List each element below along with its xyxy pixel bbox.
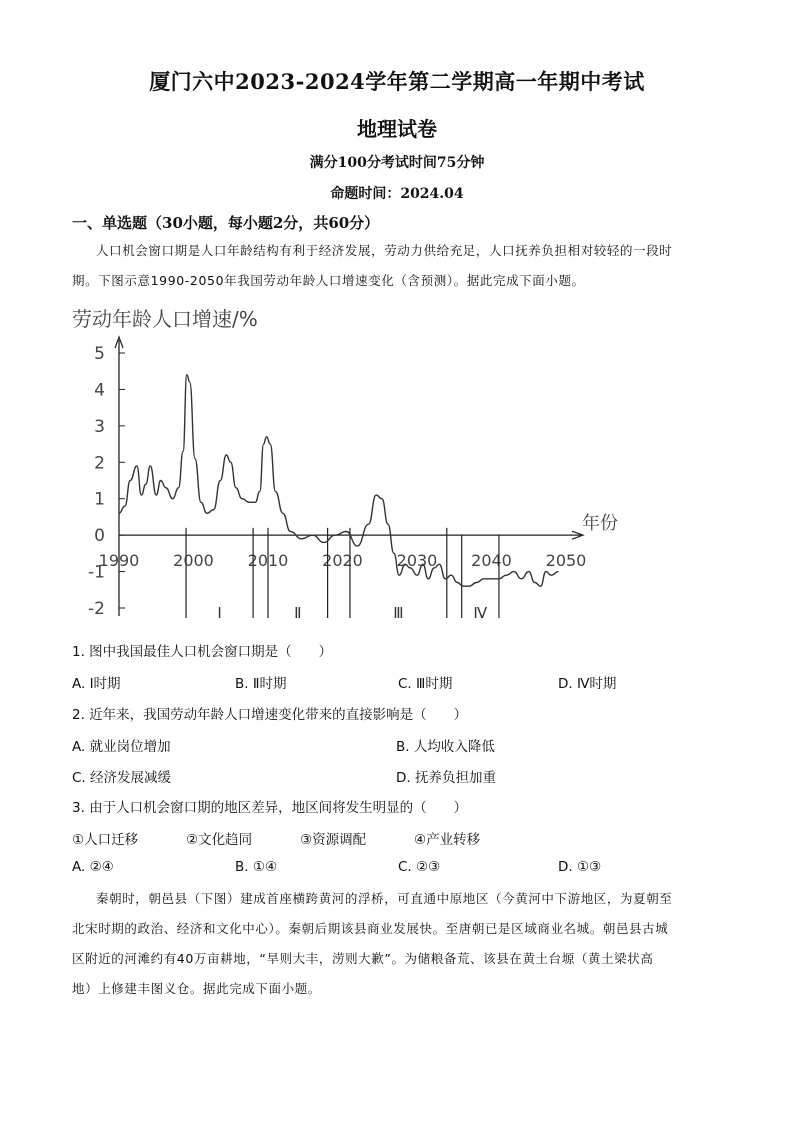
y-tick-label: 3 xyxy=(94,416,105,437)
q3-item-2: ②文化趋同 xyxy=(186,832,253,848)
y-tick-label: 0 xyxy=(94,526,105,547)
q2-option-a[interactable]: A. 就业岗位增加 xyxy=(72,739,171,755)
q3-option-a[interactable]: A. ②④ xyxy=(72,859,114,875)
chart-axes xyxy=(88,337,618,619)
q2-option-d[interactable]: D. 抚养负担加重 xyxy=(396,770,496,786)
intro-paragraph xyxy=(72,236,724,296)
x-tick-label: 2030 xyxy=(396,551,438,571)
x-tick-label: 2020 xyxy=(322,551,363,571)
passage-2 xyxy=(72,884,724,1004)
question-3-stem: 3. 由于人口机会窗口期的地区差异，地区间将发生明显的（ ） xyxy=(72,800,468,816)
exam-subtitle: 地理试卷 xyxy=(357,117,437,141)
y-tick-label: 5 xyxy=(94,344,105,364)
passage-line: 地）上修建丰图义仓。据此完成下面小题。 xyxy=(72,981,321,996)
exam-title: 厦门六中2023-2024学年第二学期高一年期中考试 xyxy=(149,69,645,94)
passage-line: 北宋时期的政治、经济和文化中心）。秦朝后期该县商业发展快。至唐朝已是区域商业名城。朝邑县古城 xyxy=(72,921,669,936)
period-label: Ⅱ xyxy=(294,604,302,622)
y-tick-label: 4 xyxy=(94,380,105,401)
y-tick-label: -1 xyxy=(88,562,105,583)
y-tick-label: 2 xyxy=(94,453,105,474)
x-tick-label: 1990 xyxy=(98,551,140,571)
date-line: 命题时间：2024.04 xyxy=(330,186,464,202)
q2-option-b[interactable]: B. 人均收入降低 xyxy=(396,739,495,755)
q3-option-c[interactable]: C. ②③ xyxy=(398,859,441,875)
q3-item-1: ①人口迁移 xyxy=(72,832,139,848)
intro-line: 期。下图示意1990-2050年我国劳动年龄人口增速变化（含预测）。据此完成下面小题。 xyxy=(72,273,585,288)
passage-line: 秦朝时，朝邑县（下图）建成首座横跨黄河的浮桥，可直通中原地区（今黄河中下游地区，为夏朝至 xyxy=(96,891,673,906)
q3-item-3: ③资源调配 xyxy=(300,832,367,848)
q1-option-b[interactable]: B. Ⅱ时期 xyxy=(235,676,287,692)
x-tick-label: 2000 xyxy=(173,551,214,571)
x-tick-label: 2010 xyxy=(247,551,289,571)
question-2-stem: 2. 近年来，我国劳动年龄人口增速变化带来的直接影响是（ ） xyxy=(72,707,468,723)
q2-option-c[interactable]: C. 经济发展减缓 xyxy=(72,770,172,786)
period-label: Ⅲ xyxy=(393,604,404,622)
section-heading: 一、单选题（30小题，每小题2分，共60分） xyxy=(72,214,380,232)
period-label: Ⅰ xyxy=(217,604,222,622)
period-label: Ⅳ xyxy=(473,604,488,622)
chart-svg xyxy=(60,300,660,630)
q1-option-a[interactable]: A. Ⅰ时期 xyxy=(72,676,121,692)
q3-item-4: ④产业转移 xyxy=(414,832,481,848)
q3-option-b[interactable]: B. ①④ xyxy=(235,859,278,875)
x-tick-label: 2040 xyxy=(471,551,512,571)
labor-growth-chart xyxy=(60,300,660,630)
q1-option-d[interactable]: D. Ⅳ时期 xyxy=(558,676,617,692)
chart-ylabel: 劳动年龄人口增速/% xyxy=(72,307,258,331)
q1-option-c[interactable]: C. Ⅲ时期 xyxy=(398,676,453,692)
score-time-line: 满分100分考试时间75分钟 xyxy=(309,155,485,171)
q3-option-d[interactable]: D. ①③ xyxy=(558,859,602,875)
x-tick-label: 2050 xyxy=(545,551,587,571)
intro-line: 人口机会窗口期是人口年龄结构有利于经济发展，劳动力供给充足，人口抚养负担相对较轻的一段时 xyxy=(96,243,673,258)
chart-xlabel: 年份 xyxy=(582,513,618,535)
question-1-stem: 1. 图中我国最佳人口机会窗口期是（ ） xyxy=(72,644,333,660)
y-tick-label: 1 xyxy=(94,489,105,510)
y-tick-label: -2 xyxy=(88,599,105,619)
passage-line: 区附近的河滩约有40万亩耕地，“旱则大丰，涝则大歉”。为储粮备荒、该县在黄土台塬（黄土梁状高 xyxy=(72,951,654,966)
